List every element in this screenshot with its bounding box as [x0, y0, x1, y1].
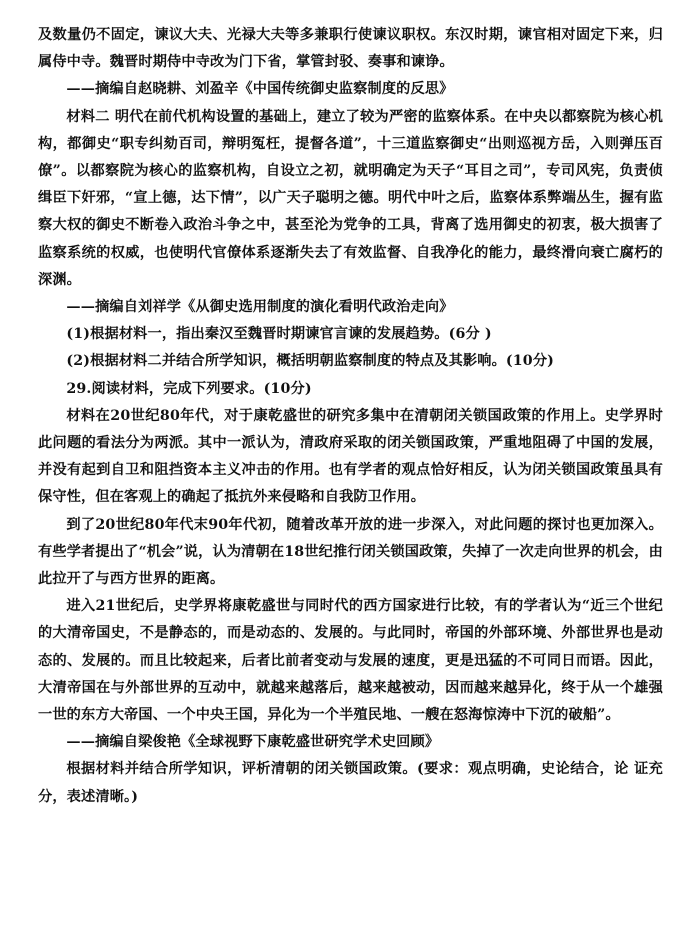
- question-heading: 29.阅读材料，完成下列要求。(10分): [66, 380, 312, 397]
- source-citation: ——摘编自赵晓耕、刘盈辛《中国传统御史监察制度的反思》: [66, 81, 454, 98]
- material-paragraph: 到了20世纪80年代末90年代初，随着改革开放的进一步深入，对此问题的探讨也更加深入。有些学者提出了“机会”说，认为清朝在18世纪推行闭关锁国政策，失掉了一次走向世界的机会，由此拉开了与西方世界的距离。: [38, 516, 663, 588]
- question-requirement: 根据材料并结合所学知识，评析清朝的闭关锁国政策。(要求：观点明确，史论结合，论 证充分，表述清晰。): [38, 761, 663, 805]
- material-two-paragraph: 材料二 明代在前代机构设置的基础上，建立了较为严密的监察体系。在中央以都察院为核心机构，都御史“职专纠劾百司，辩明冤枉，提督各道”，十三道监察御史“出则巡视方岳，入则弹压百僚”。以都察院为核心的监察机构，自设立之初，就明确定为天子“耳目之司”，专司风宪，负责侦缉臣下奸邪，“宣上德，达下情”，以广天子聪明之德。明代中叶之后，监察体系弊端丛生，握有监察大权的御史不断卷入政治斗争之中，甚至沦为党争的工具，背离了选用御史的初衷，极大损害了监察系统的权威，也使明代官僚体系逐渐失去了有效监督、自我净化的能力，最终滑向衰亡腐朽的深渊。: [38, 108, 663, 288]
- question-item: (2)根据材料二并结合所学知识，概括明朝监察制度的特点及其影响。(10分): [66, 353, 555, 370]
- paragraph-continuation: 及数量仍不固定，谏议大夫、光禄大夫等多兼职行使谏议职权。东汉时期，谏官相对固定下来，归属侍中寺。魏晋时期侍中寺改为门下省，掌管封驳、奏事和谏诤。: [38, 27, 663, 71]
- material-paragraph: 进入21世纪后，史学界将康乾盛世与同时代的西方国家进行比较，有的学者认为“近三个世纪的大清帝国史，不是静态的，而是动态的、发展的。与此同时，帝国的外部环境、外部世界也是动态的、发展的。而且比较起来，后者比前者变动与发展的速度，更是迅猛的不可同日而语。因此，大清帝国在与外部世界的互动中，就越来越落后，越来越被动，因而越来越异化，终于从一个雄强一世的东方大帝国、一个中央王国，异化为一个半殖民地、一艘在怒海惊涛中下沉的破船”。: [38, 598, 663, 724]
- material-paragraph: 材料在20世纪80年代，对于康乾盛世的研究多集中在清朝闭关锁国政策的作用上。史学界时此问题的看法分为两派。其中一派认为，清政府采取的闭关锁国政策，严重地阻碍了中国的发展，并没有起到自卫和阻挡资本主义冲击的作用。也有学者的观点恰好相反，认为闭关锁国政策虽具有保守性，但在客观上的确起了抵抗外来侵略和自我防卫作用。: [38, 407, 663, 506]
- source-citation: ——摘编自刘祥学《从御史选用制度的演化看明代政治走向》: [66, 299, 454, 316]
- question-item: (1)根据材料一，指出秦汉至魏晋时期谏官言谏的发展趋势。(6分 ): [66, 326, 492, 343]
- source-citation: ——摘编自梁俊艳《全球视野下康乾盛世研究学术史回顾》: [66, 734, 440, 751]
